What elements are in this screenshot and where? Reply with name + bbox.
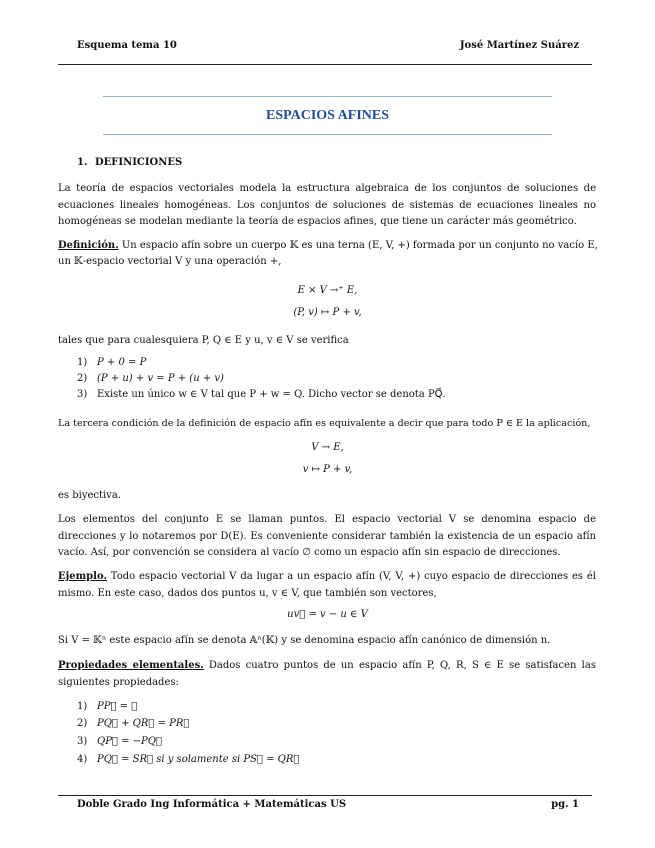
title-rule-bottom: [103, 134, 552, 135]
elements-paragraph: Los elementos del conjunto E se llaman puntos. El espacio vectorial V se denomina espacio de direcciones y lo notaremos por D(E). Es conveniente considerar también la existencia de un espacio afín vacío. Así, por convención se considera al vacío ∅ como un espacio afín sin espacio de direcciones.: [58, 514, 596, 558]
example-text: Todo espacio vectorial V da lugar a un espacio afín (V, V, +) cuyo espacio de direcciones es él mismo. En este caso, dados dos puntos u, v ∈ V, que también son vectores,: [58, 571, 596, 599]
section-number: 1.: [77, 157, 88, 168]
item-number: 1): [77, 701, 88, 712]
property-item: [77, 718, 189, 729]
item-number: 3): [77, 389, 88, 400]
section-heading: [77, 157, 182, 168]
definition-line-2: un 𝕂-espacio vectorial V y una operación +,: [58, 256, 282, 267]
formula-v-to-e: V → E,: [311, 442, 344, 453]
section-label: DEFINICIONES: [95, 157, 183, 168]
page-title: ESPACIOS AFINES: [265, 108, 390, 123]
property-item: [77, 736, 162, 747]
property-item: [77, 701, 137, 712]
equivalence-text: La tercera condición de la definición de espacio afín es equivalente a decir que para todo P ∈ E la aplicación,: [58, 418, 591, 429]
page-number: pg. 1: [551, 799, 579, 810]
formula-v-mapping: v ↦ P + v,: [302, 464, 353, 475]
item-text: Existe un único w ∈ V tal que P + w = Q. Dicho vector se denota PQ⃗.: [97, 389, 446, 400]
bijective-text: es biyectiva.: [58, 490, 122, 501]
definition-text: Un espacio afín sobre un cuerpo 𝕂 es una terna (E, V, +) formada por un conjunto no vacío E,: [118, 240, 598, 251]
item-number: 2): [77, 373, 88, 384]
item-text: P + 0 = P: [97, 357, 147, 368]
item-number: 4): [77, 754, 88, 765]
header-right: José Martínez Suárez: [459, 40, 579, 51]
definition-line-1: [58, 238, 596, 255]
item-text: PP⃗ = 𝟎: [97, 701, 138, 712]
example-label: Ejemplo.: [58, 571, 107, 582]
title-rule-top: [103, 96, 552, 97]
footer-left: Doble Grado Ing Informática + Matemáticas US: [77, 799, 347, 810]
definition-item: [77, 357, 146, 368]
item-text: (P + u) + v = P + (u + v): [97, 373, 224, 384]
footer-rule: [58, 795, 592, 796]
definition-label: Definición.: [58, 240, 119, 251]
definition-item: [77, 373, 224, 384]
intro-paragraph: La teoría de espacios vectoriales modela la estructura algebraica de los conjuntos de soluciones de ecuaciones lineales homogéneas. Los conjuntos de soluciones de sistemas de ecuaciones lineales no homogéneas se modelan mediante la teoría de espacios afines, que tiene un carácter más geométrico.: [58, 183, 596, 227]
item-number: 3): [77, 736, 88, 747]
condition-text: tales que para cualesquiera P, Q ∈ E y u, v ∈ V se verifica: [58, 335, 349, 346]
example-paragraph: [58, 569, 596, 602]
properties-paragraph: [58, 658, 596, 691]
item-text: QP⃗ = −PQ⃗: [97, 736, 162, 747]
item-text: PQ⃗ = SR⃗ si y solamente si PS⃗ = QR⃗: [97, 754, 300, 765]
canonical-text: Si V = 𝕂ⁿ este espacio afín se denota 𝔸ⁿ(𝕂) y se denomina espacio afín canónico de dimensión n.: [58, 635, 551, 646]
properties-text: Dados cuatro puntos de un espacio afín P, Q, R, S ∈ E se satisfacen las siguientes propiedades:: [58, 660, 596, 688]
item-text: PQ⃗ + QR⃗ = PR⃗: [97, 718, 190, 729]
property-item: [77, 754, 299, 765]
header-left: Esquema tema 10: [77, 40, 177, 51]
item-number: 1): [77, 357, 88, 368]
formula-operation: E × V →⁺ E,: [297, 285, 358, 296]
properties-label: Propiedades elementales.: [58, 660, 204, 671]
header-rule: [58, 64, 592, 65]
definition-item: [77, 389, 446, 400]
formula-uv: uv⃗ = v − u ∈ V: [287, 609, 368, 620]
formula-mapping: (P, v) ↦ P + v,: [293, 307, 362, 318]
item-number: 2): [77, 718, 88, 729]
